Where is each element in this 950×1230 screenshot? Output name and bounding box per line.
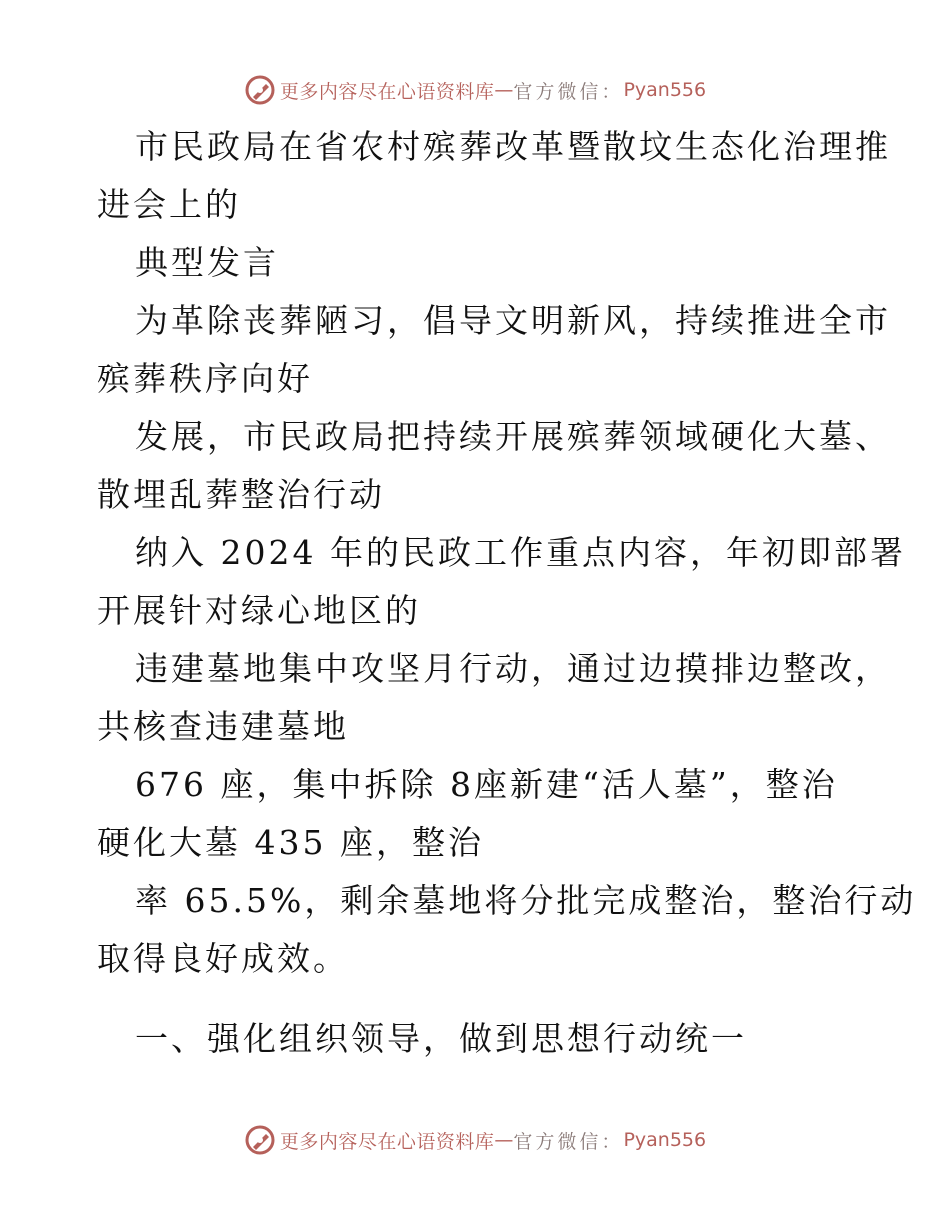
watermark-separator: — xyxy=(494,79,514,101)
doc-line: 典型发言 xyxy=(135,243,279,282)
brand-logo-icon xyxy=(244,1124,276,1156)
doc-line: 纳入 2024 年的民政工作重点内容，年初即部署 xyxy=(135,533,906,572)
doc-line: 违建墓地集中攻坚月行动，通过边摸排边整改， xyxy=(135,649,891,688)
document-body xyxy=(97,118,917,1068)
watermark-footer xyxy=(0,1120,950,1160)
watermark-wechat-id: Pyan556 xyxy=(623,79,707,101)
watermark-separator: — xyxy=(494,1129,514,1151)
brand-logo-icon xyxy=(244,74,276,106)
doc-line: 开展针对绿心地区的 xyxy=(97,591,421,630)
section-heading: 一、强化组织领导，做到思想行动统一 xyxy=(135,1019,747,1058)
doc-line: 硬化大墓 435 座，整治 xyxy=(97,823,484,862)
doc-line: 发展，市民政局把持续开展殡葬领域硬化大墓、 xyxy=(135,417,891,456)
doc-line: 共核查违建墓地 xyxy=(97,707,349,746)
doc-line: 取得良好成效。 xyxy=(97,939,349,978)
doc-line: 市民政局在省农村殡葬改革暨散坟生态化治理推 xyxy=(135,127,891,166)
watermark-main-text: 更多内容尽在心语资料库 xyxy=(279,80,495,103)
watermark-header xyxy=(0,70,950,110)
doc-line: 为革除丧葬陋习，倡导文明新风，持续推进全市 xyxy=(135,301,891,340)
doc-line: 散埋乱葬整治行动 xyxy=(97,475,385,514)
watermark-wechat-id: Pyan556 xyxy=(623,1129,707,1151)
doc-line: 676 座，集中拆除 8座新建“活人墓”，整治 xyxy=(135,765,838,804)
doc-line: 进会上的 xyxy=(97,185,241,224)
watermark-main-text: 更多内容尽在心语资料库 xyxy=(279,1130,495,1153)
watermark-wechat-label: 官方微信： xyxy=(513,80,624,103)
section-gap xyxy=(97,988,857,1010)
watermark-wechat-label: 官方微信： xyxy=(513,1130,624,1153)
doc-line: 率 65.5%，剩余墓地将分批完成整治，整治行动 xyxy=(135,881,917,920)
doc-line: 殡葬秩序向好 xyxy=(97,359,313,398)
